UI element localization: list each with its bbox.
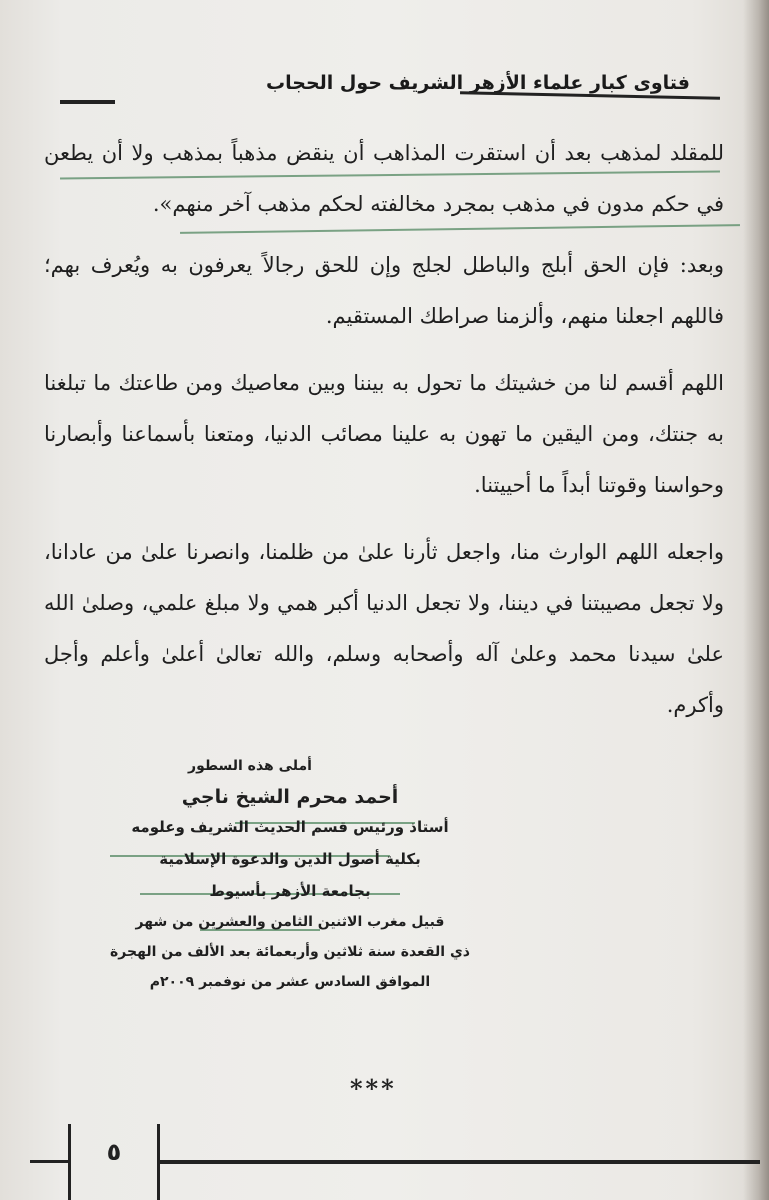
signature-date-line: ذي القعدة سنة ثلاثين وأربعمائة بعد الألف من الهجرة xyxy=(110,944,470,960)
footer-rule-right xyxy=(160,1160,760,1164)
running-header xyxy=(60,72,720,112)
ornament-stars: *** xyxy=(350,1074,397,1103)
paragraph-2: وبعد: فإن الحق أبلج والباطل لجلج وإن للحق رجالاً يعرفون به ويُعرف بهم؛ فاللهم اجعلنا منهم، وألزمنا صراطك المستقيم. xyxy=(44,253,724,328)
signature-dictated: أملى هذه السطور xyxy=(188,758,312,774)
page-edge-shadow xyxy=(743,0,769,1200)
page-footer xyxy=(30,1120,760,1200)
signature-date-line: قبيل مغرب الاثنين الثامن والعشرين من شهر xyxy=(135,914,445,930)
signature-name: أحمد محرم الشيخ ناجي xyxy=(181,786,399,808)
paragraph-3: اللهم أقسم لنا من خشيتك ما تحول به بيننا وبين معاصيك ومن طاعتك ما تبلغنا به جنتك، ومن اليقين ما تهون به علينا مصائب الدنيا، ومتعنا بأسماعنا وأبصارنا وحواسنا وقوتنا أبداً ما أحييتنا. xyxy=(44,371,724,497)
page-number: ٥ xyxy=(106,1138,122,1166)
paragraph-1: للمقلد لمذهب بعد أن استقرت المذاهب أن ينقض مذهباً بمذهب ولا أن يطعن في حكم مدون في مذهب بمجرد مخالفته لحكم مذهب آخر منهم». xyxy=(44,141,724,216)
header-rule-left xyxy=(60,100,115,104)
body-text xyxy=(44,128,724,747)
signature-title-line: بجامعة الأزهر بأسيوط xyxy=(209,882,371,900)
paragraph-4: واجعله اللهم الوارث منا، واجعل ثأرنا علىٰ من ظلمنا، وانصرنا علىٰ من عادانا، ولا تجعل مصيبتنا في ديننا، ولا تجعل الدنيا أكبر همي ولا مبلغ علمي، وصلىٰ الله علىٰ سيدنا محمد وعلىٰ آله وأصحابه وسلم، والله تعالىٰ أعلىٰ وأعلم وأجل وأكرم. xyxy=(44,540,724,717)
header-title: فتاوى كبار علماء الأزهر الشريف حول الحجاب xyxy=(266,72,690,94)
footer-rule-left xyxy=(30,1160,70,1163)
signature-title-line: بكلية أصول الدين والدعوة الإسلامية xyxy=(159,850,421,868)
signature-block xyxy=(40,758,540,1004)
signature-date-line: الموافق السادس عشر من نوفمبر ٢٠٠٩م xyxy=(149,974,431,990)
page-number-box xyxy=(68,1124,160,1200)
signature-title-line: أستاذ ورئيس قسم الحديث الشريف وعلومه xyxy=(131,818,449,836)
